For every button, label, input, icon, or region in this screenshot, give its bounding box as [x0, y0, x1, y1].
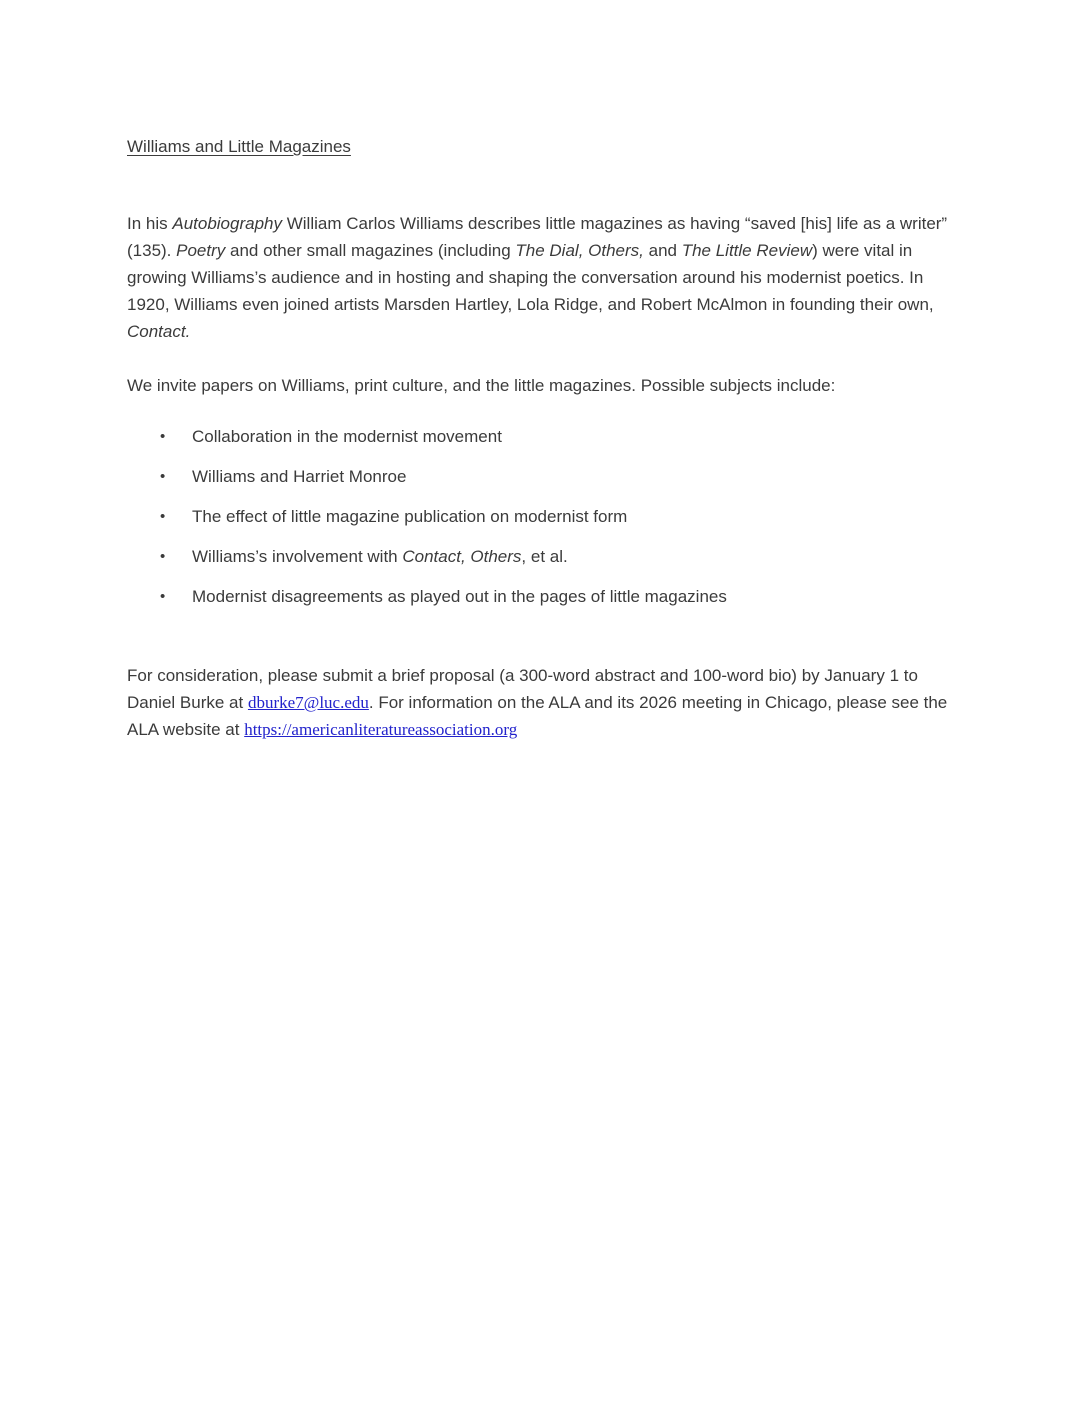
list-item-text [192, 507, 627, 526]
subjects-list [127, 423, 957, 610]
text-run: and [643, 241, 682, 260]
text-run: Contact. [127, 322, 191, 341]
hyperlink[interactable]: dburke7@luc.edu [247, 693, 369, 712]
bullet-icon: • [160, 468, 166, 485]
text-run: ) were vital in growing Williams’s audience and in hosting and shaping the conversation around his modernist poetics. In 1920, Williams even joined artists Marsden Hartley, Lola Ridge, and Robert McAlmon in founding their own, [127, 241, 934, 314]
text-run: Williams and Harriet Monroe [192, 467, 407, 486]
bullet-icon: • [160, 508, 166, 525]
document-title: Williams and Little Magazines [127, 137, 351, 156]
text-run: We invite papers on Williams, print culture, and the little magazines. Possible subjects include: [127, 376, 836, 395]
paragraph-closing [127, 662, 957, 743]
list-item-text [192, 427, 502, 446]
text-run: The Little Review [681, 241, 813, 260]
list-item [127, 543, 957, 570]
text-run: . For information on the ALA and its 2026 meeting in Chicago, please see the ALA website at [127, 693, 948, 739]
list-item [127, 583, 957, 610]
list-item [127, 423, 957, 450]
paragraph-intro [127, 210, 957, 345]
paragraph-invite [127, 372, 957, 399]
text-run: In his [127, 214, 173, 233]
text-run: Collaboration in the modernist movement [192, 427, 502, 446]
list-item-text [192, 587, 727, 606]
text-run: For consideration, please submit a brief proposal (a 300-word abstract and 100-word bio) by January 1 to Daniel Burke at [127, 666, 918, 712]
bullet-icon: • [160, 548, 166, 565]
text-run: , et al. [521, 547, 568, 566]
hyperlink[interactable]: https://americanliteratureassociation.org [244, 720, 518, 739]
list-item-text [192, 467, 406, 486]
list-item [127, 503, 957, 530]
text-run: Contact, Others [402, 547, 522, 566]
text-run: William Carlos Williams describes little magazines as having “saved [his] life as a writer” (135). [127, 214, 948, 260]
text-run: Williams’s involvement with [192, 547, 403, 566]
bullet-icon: • [160, 588, 166, 605]
text-run: Autobiography [172, 214, 282, 233]
list-item [127, 463, 957, 490]
list-item-text [192, 547, 568, 566]
text-run: Modernist disagreements as played out in the pages of little magazines [192, 587, 727, 606]
text-run: The Dial, Others, [515, 241, 644, 260]
bullet-icon: • [160, 428, 166, 445]
text-run: Poetry [176, 241, 226, 260]
text-run: and other small magazines (including [225, 241, 516, 260]
text-run: The effect of little magazine publication on modernist form [192, 507, 628, 526]
